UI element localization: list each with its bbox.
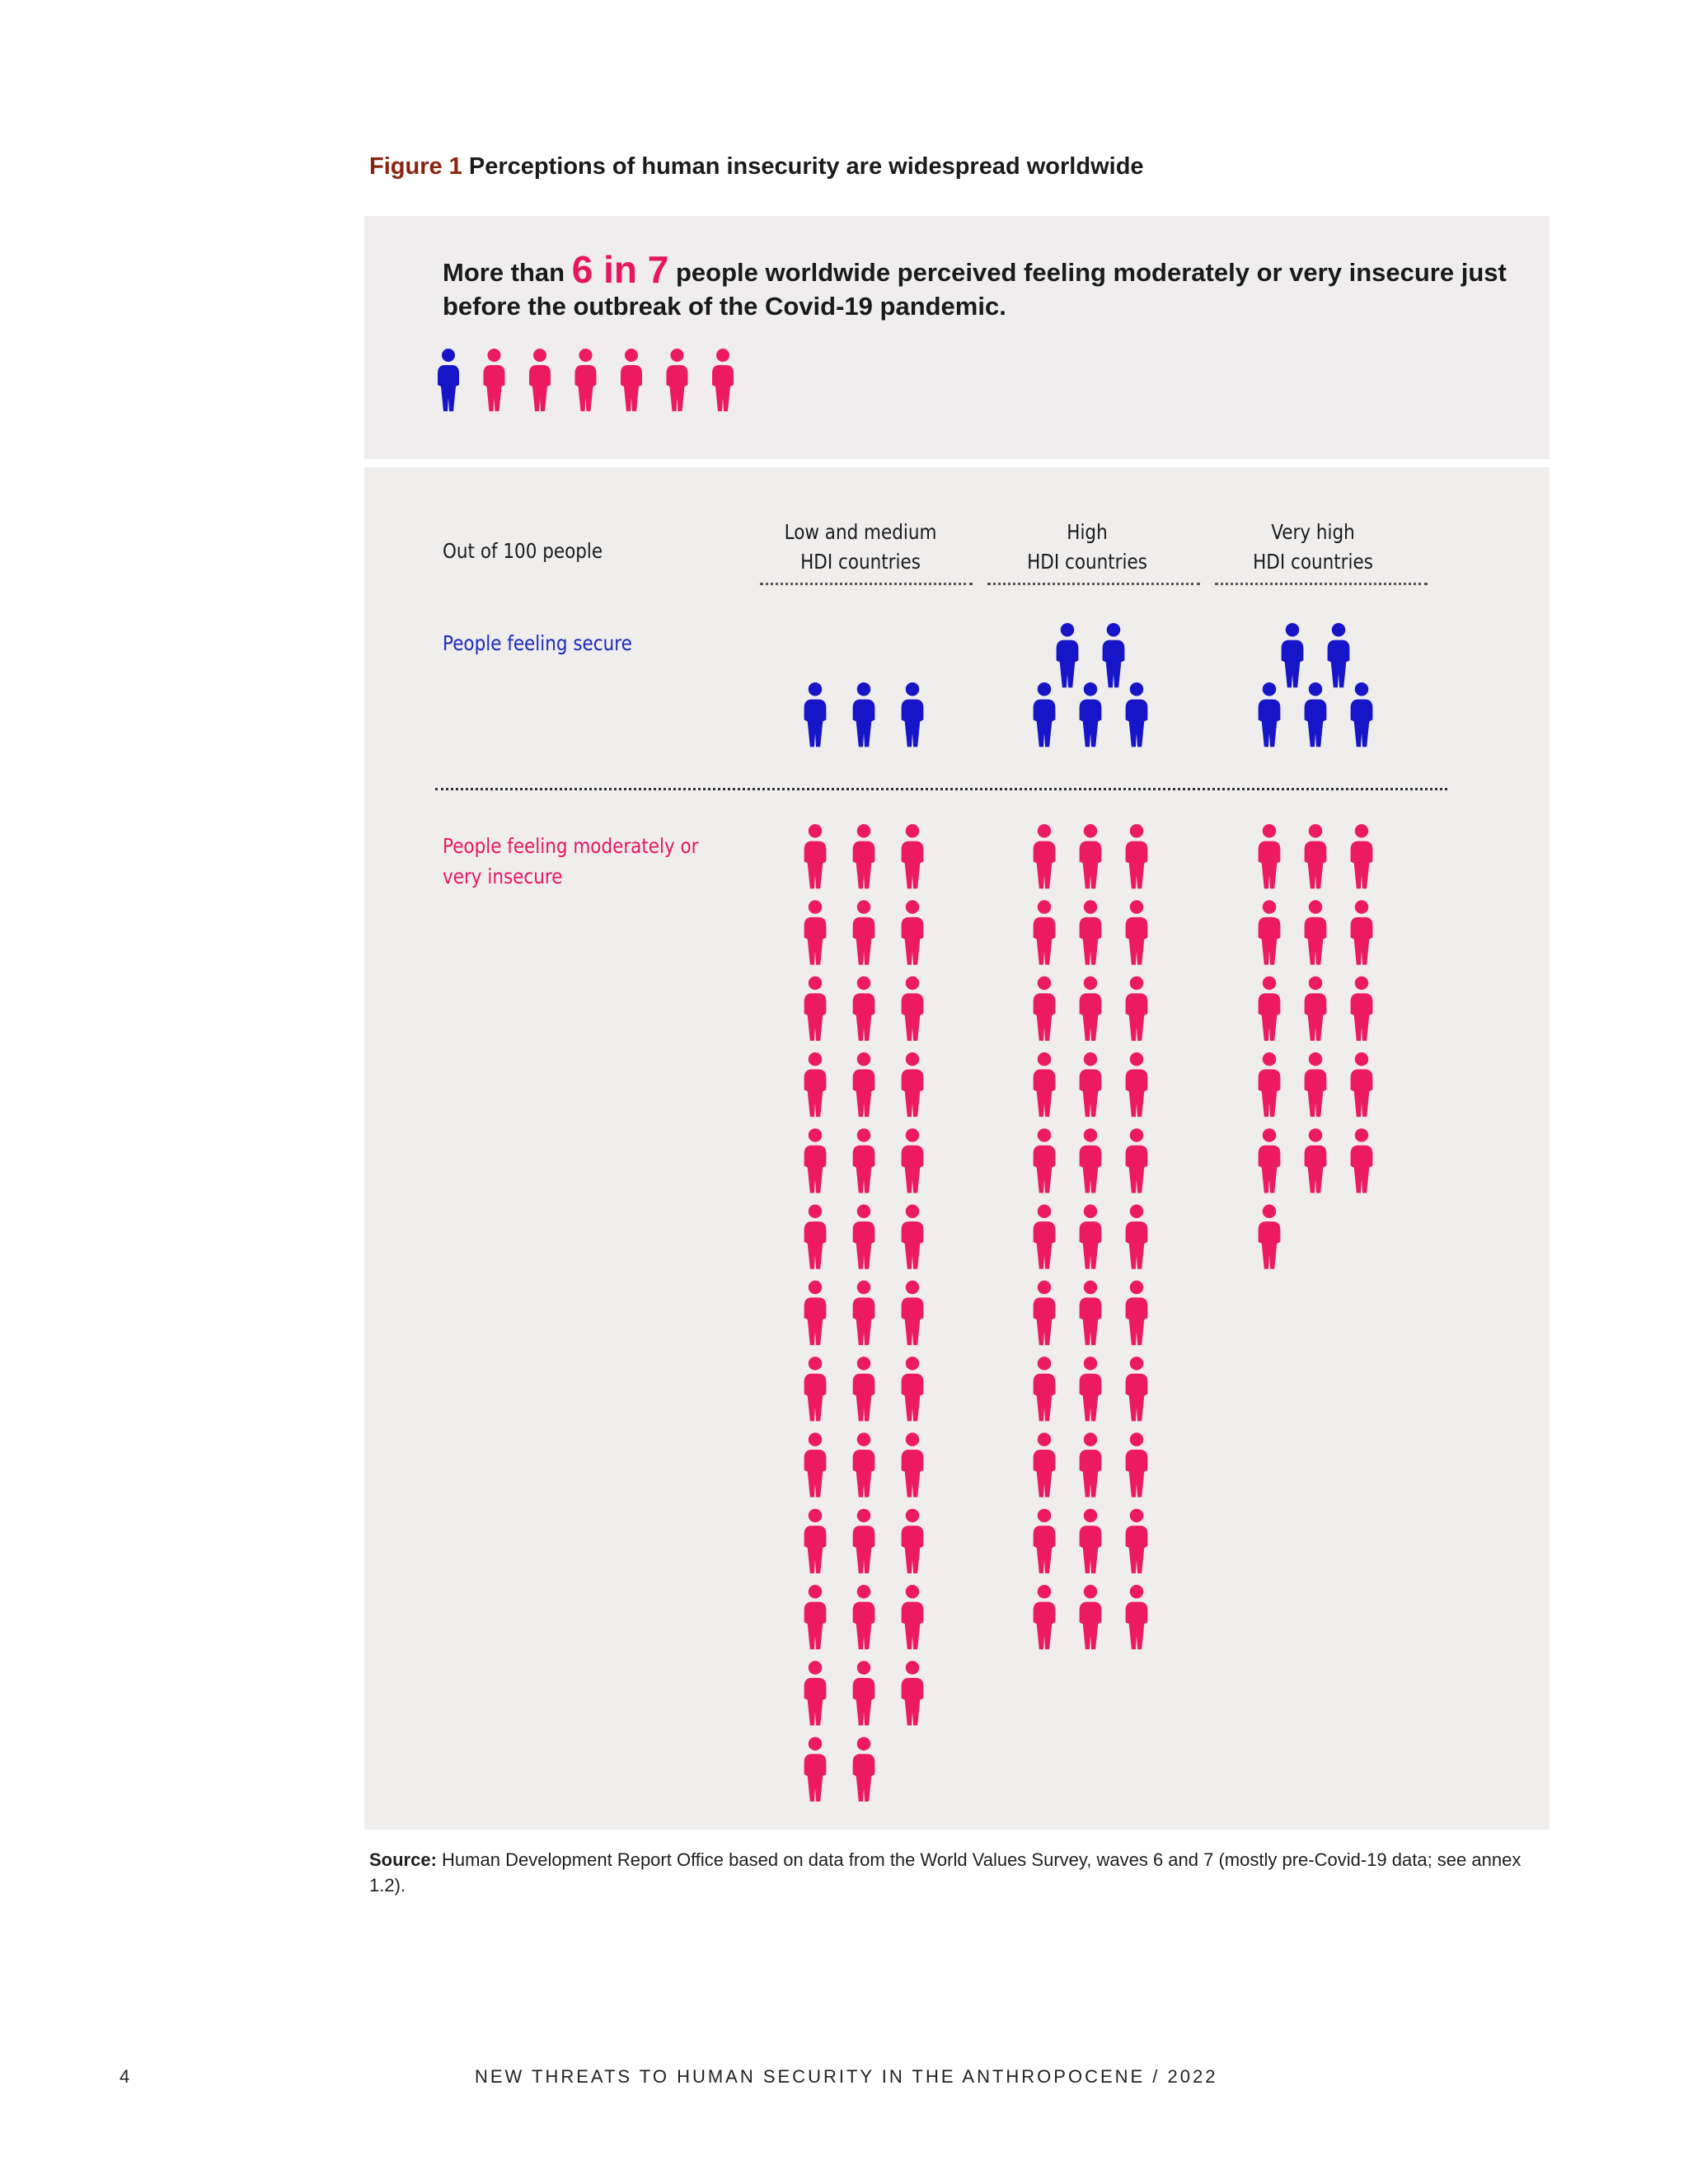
- insecure-person-icon: [529, 349, 551, 411]
- insecure-person-icon: [712, 349, 734, 411]
- column-header-line2: HDI countries: [1027, 550, 1147, 574]
- column-header-underline: [760, 583, 973, 585]
- headline-prefix: More than: [443, 258, 565, 287]
- insecure-person-icon: [667, 349, 688, 411]
- insecure-row-label-line1: People feeling moderately or: [443, 834, 699, 858]
- figure-title-text: Perceptions of human insecurity are widespread worldwide: [468, 153, 1144, 180]
- insecure-person-icon: [575, 349, 597, 411]
- secure-row-label: People feeling secure: [443, 631, 632, 655]
- source-label: Source:: [369, 1849, 437, 1870]
- insecure-row-label: [443, 831, 699, 892]
- figure-title: [369, 153, 1144, 180]
- unit-label: Out of 100 people: [443, 539, 603, 563]
- column-header-line1: High: [1067, 520, 1108, 544]
- headline: [443, 248, 1531, 323]
- source-text: Human Development Report Office based on data from the World Values Survey, waves 6 and 7 (mostly pre-Covid-19 data; see annex 1.2).: [369, 1849, 1522, 1896]
- column-header-underline: [1215, 583, 1428, 585]
- headline-highlight: 6 in 7: [571, 248, 669, 291]
- section-divider: [435, 788, 1447, 790]
- column-header-low-medium: [768, 518, 953, 577]
- page-footer: [0, 2066, 1688, 2099]
- ratio-icon-row: [437, 349, 767, 416]
- insecure-row-label-line2: very insecure: [443, 865, 563, 888]
- column-header-very-high: [1221, 518, 1405, 577]
- headline-suffix: people worldwide perceived feeling moderately or very insecure just before the outbreak of the Covid-19 pandemic.: [443, 258, 1507, 321]
- secure-person-icon: [438, 349, 459, 411]
- insecure-person-icon: [484, 349, 505, 411]
- column-header-line1: Very high: [1271, 520, 1355, 544]
- insecure-person-icon: [621, 349, 642, 411]
- figure-label: Figure 1: [369, 153, 462, 180]
- column-header-underline: [987, 583, 1200, 585]
- column-header-line1: Low and medium: [784, 520, 937, 544]
- column-header-line2: HDI countries: [800, 550, 921, 574]
- column-header-high: [995, 518, 1179, 577]
- chart-panel: [364, 467, 1550, 1830]
- column-header-line2: HDI countries: [1253, 550, 1373, 574]
- page-number: 4: [120, 2066, 130, 2087]
- source-note: [369, 1847, 1556, 1898]
- running-head: NEW THREATS TO HUMAN SECURITY IN THE ANTHROPOCENE / 2022: [475, 2066, 1218, 2087]
